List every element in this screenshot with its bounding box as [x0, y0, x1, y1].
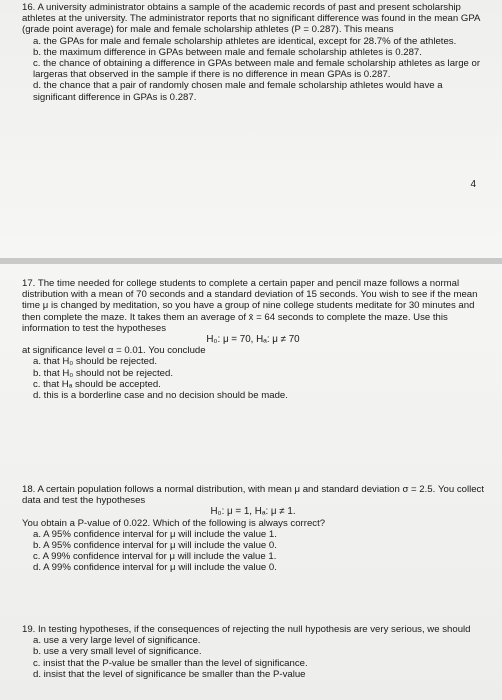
question-17-option-d: d. this is a borderline case and no decision should be made. — [33, 390, 288, 402]
question-18-option-b: b. A 95% confidence interval for μ will include the value 0. — [33, 540, 277, 552]
question-18-option-a: a. A 95% confidence interval for μ will include the value 1. — [33, 528, 277, 540]
worksheet-page-bottom — [0, 264, 502, 700]
question-18-option-c: c. A 99% confidence interval for μ will include the value 1. — [33, 551, 277, 563]
question-16-option-d: d. the chance that a pair of randomly chosen male and female scholarship athletes would have a significant difference in GPAs is 0.287. — [33, 80, 443, 103]
question-18-stem: 18. A certain population follows a normal distribution, with mean μ and standard deviation σ = 2.5. You collect data and test the hypotheses — [22, 484, 485, 507]
question-18-lead: You obtain a P-value of 0.022. Which of the following is always correct? — [22, 517, 326, 529]
question-17-option-a: a. that H₀ should be rejected. — [33, 356, 157, 368]
page-number: 4 — [470, 179, 476, 190]
worksheet-page-top — [0, 0, 502, 258]
question-17-hypotheses: H₀: μ = 70, Hₐ: μ ≠ 70 — [206, 334, 300, 346]
question-19-option-b: b. use a very small level of significance. — [33, 646, 202, 658]
question-17 — [22, 278, 484, 401]
question-17-option-b: b. that H₀ should not be rejected. — [33, 367, 173, 379]
question-19-option-c: c. insist that the P-value be smaller than the level of significance. — [33, 657, 308, 669]
question-17-option-c: c. that Hₐ should be accepted. — [33, 378, 161, 390]
question-16-stem: 16. A university administrator obtains a sample of the academic records of past and present scholarship athletes at the university. The administrator reports that no significant difference was found in the mean GPA (grade point average) for male and female scholarship athletes (P = 0.287). This means — [22, 2, 480, 36]
question-17-stem: 17. The time needed for college students to complete a certain paper and pencil maze follows a normal distribution with a mean of 70 seconds and a standard deviation of 15 seconds. You wish to see if the mean time μ is changed by meditation, so you have a group of nine college students meditate for 30 minutes and then complete the maze. It takes them an average of x̄ = 64 seconds to complete the maze. Use this information to test the hypotheses — [22, 278, 478, 334]
question-19-option-a: a. use a very large level of significance. — [33, 635, 201, 647]
question-16-option-b: b. the maximum difference in GPAs between male and female scholarship athletes is 0.287. — [33, 46, 422, 58]
question-19-stem: 19. In testing hypotheses, if the consequences of rejecting the null hypothesis are very serious, we should — [22, 624, 471, 635]
question-17-lead: at significance level α = 0.01. You conclude — [22, 345, 206, 357]
question-16-option-a: a. the GPAs for male and female scholarship athletes are identical, except for 28.7% of the athletes. — [33, 35, 457, 47]
question-19-option-d: d. insist that the level of significance be smaller than the P-value — [33, 668, 306, 680]
question-18 — [22, 484, 484, 574]
question-18-hypotheses: H₀: μ = 1, Hₐ: μ ≠ 1. — [210, 506, 296, 518]
question-19 — [22, 624, 484, 680]
question-16 — [22, 2, 484, 103]
question-16-option-c: c. the chance of obtaining a difference in GPAs between male and female scholarship athletes as large or largeras that observed in the sample if there is no difference in mean GPAs is 0.287. — [33, 58, 481, 81]
question-18-option-d: d. A 99% confidence interval for μ will include the value 0. — [33, 562, 277, 574]
